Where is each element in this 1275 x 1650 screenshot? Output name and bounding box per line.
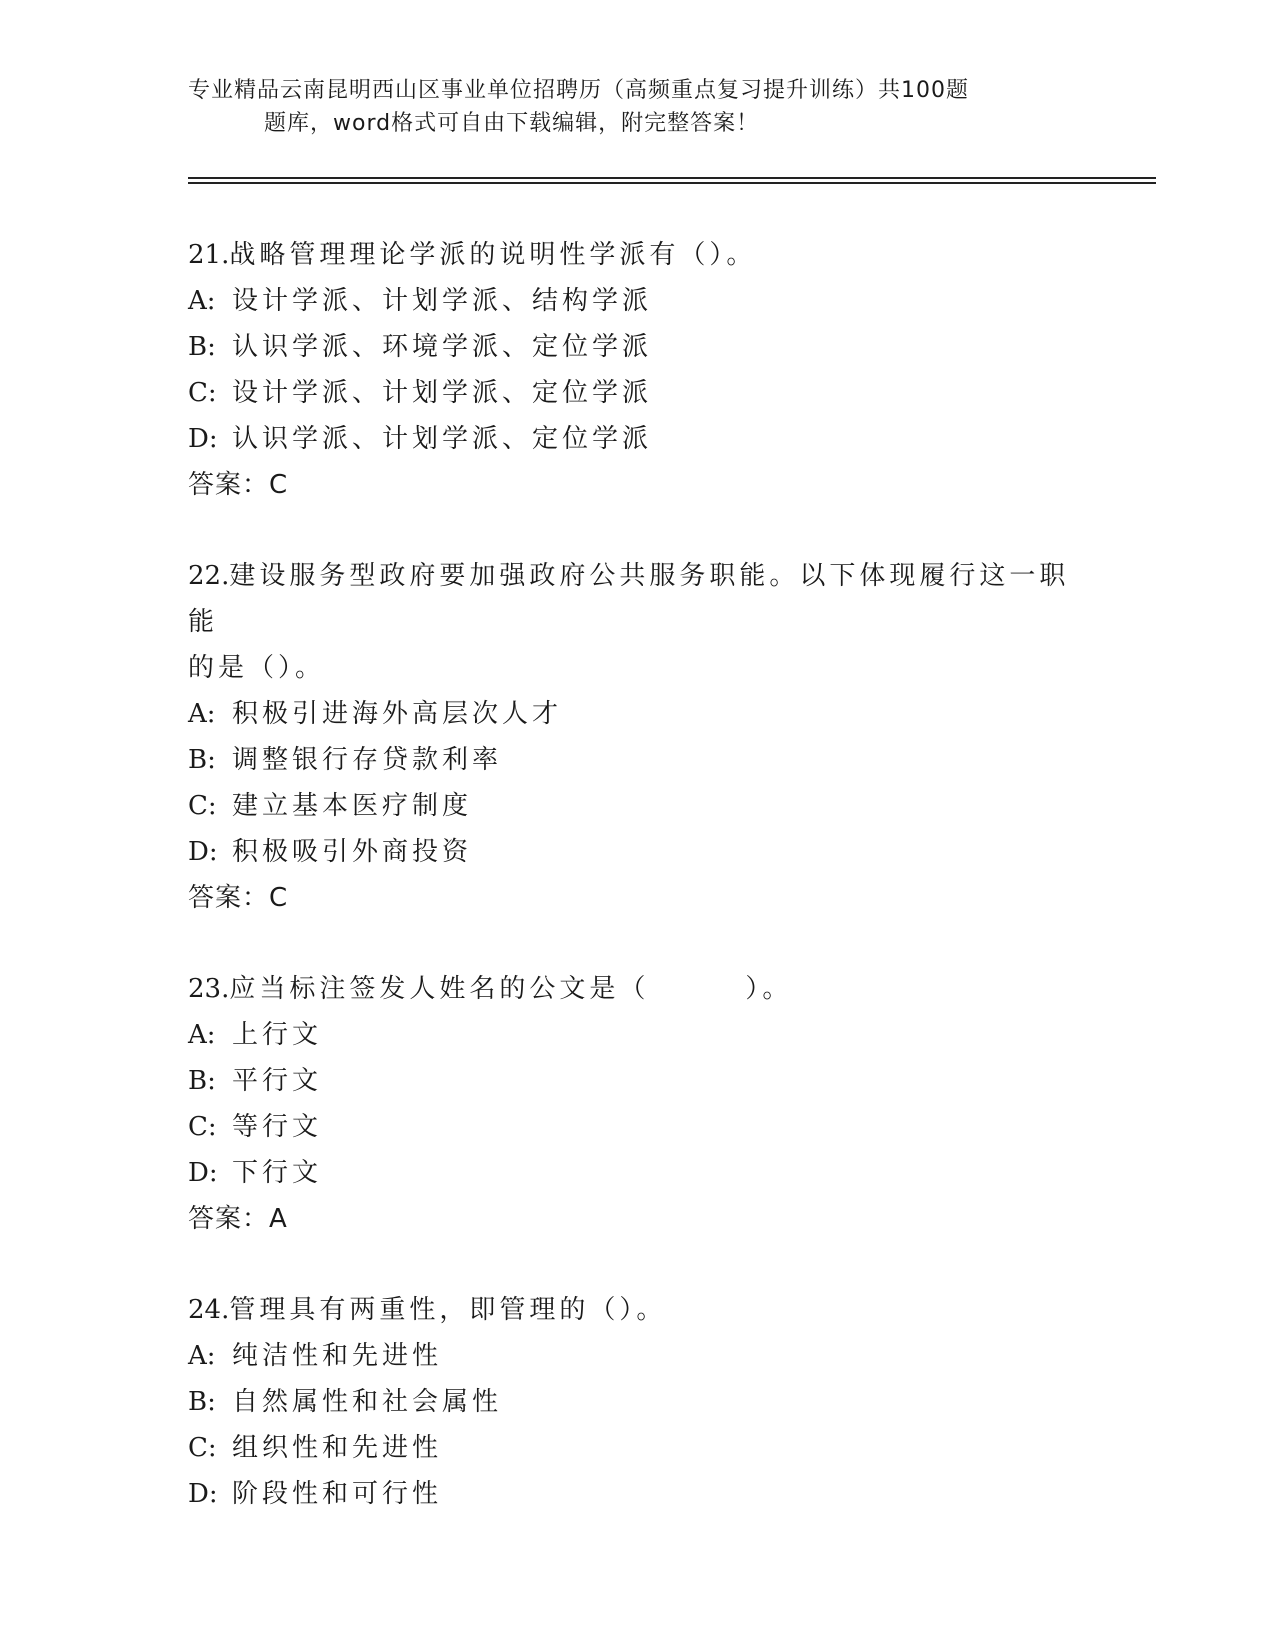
- option-text: 等行文: [232, 1112, 323, 1142]
- option-c: [188, 1425, 1088, 1471]
- option-text: 调整银行存贷款利率: [232, 745, 503, 775]
- option-text: 设计学派、计划学派、结构学派: [232, 286, 653, 316]
- question-text: 战略管理理论学派的说明性学派有（）。: [229, 240, 757, 270]
- option-c: [188, 1104, 1088, 1150]
- option-label: C:: [188, 378, 217, 408]
- option-d: [188, 1471, 1088, 1517]
- header-title-line-2: 题库，word格式可自由下载编辑，附完整答案！: [264, 111, 760, 136]
- question-text: 应当标注签发人姓名的公文是（: [229, 974, 650, 1004]
- option-label: B:: [188, 332, 216, 362]
- question-22: [188, 553, 1088, 921]
- option-text: 积极引进海外高层次人才: [232, 699, 563, 729]
- option-d: [188, 829, 1088, 875]
- option-label: C:: [188, 1433, 217, 1463]
- option-label: D:: [188, 1479, 218, 1509]
- option-text: 上行文: [232, 1020, 323, 1050]
- option-c: [188, 370, 1088, 416]
- option-label: A:: [188, 286, 216, 316]
- question-23: [188, 966, 1088, 1242]
- option-text: 下行文: [232, 1158, 323, 1188]
- option-a: [188, 1333, 1088, 1379]
- option-c: [188, 783, 1088, 829]
- question-number: 23.: [188, 974, 230, 1004]
- answer: 答案：C: [188, 883, 289, 913]
- question-list: [188, 232, 1088, 1517]
- option-label: A:: [188, 699, 216, 729]
- option-label: B:: [188, 1066, 216, 1096]
- header-rule-bottom: [188, 182, 1156, 184]
- option-text: 自然属性和社会属性: [232, 1387, 503, 1417]
- question-text-end: ）。: [745, 974, 793, 1004]
- option-label: B:: [188, 1387, 216, 1417]
- option-text: 平行文: [232, 1066, 323, 1096]
- question-stem: [188, 232, 1088, 278]
- question-number: 22.: [188, 561, 230, 591]
- answer: 答案：C: [188, 470, 289, 500]
- option-text: 设计学派、计划学派、定位学派: [232, 378, 653, 408]
- header-rule-top: [188, 177, 1156, 179]
- option-label: D:: [188, 1158, 218, 1188]
- option-d: [188, 416, 1088, 462]
- option-label: B:: [188, 745, 216, 775]
- question-text: 建设服务型政府要加强政府公共服务职能。以下体现履行这一职能: [188, 561, 1070, 637]
- option-text: 阶段性和可行性: [232, 1479, 443, 1509]
- option-label: C:: [188, 791, 217, 821]
- option-label: A:: [188, 1341, 216, 1371]
- option-label: C:: [188, 1112, 217, 1142]
- option-b: [188, 737, 1088, 783]
- question-number: 21.: [188, 240, 230, 270]
- option-b: [188, 324, 1088, 370]
- question-stem: [188, 553, 1088, 645]
- question-stem: [188, 1287, 1088, 1333]
- option-text: 认识学派、计划学派、定位学派: [232, 424, 653, 454]
- document-header: [188, 74, 1088, 140]
- question-stem-continued: 的是（）。: [188, 653, 326, 683]
- option-text: 认识学派、环境学派、定位学派: [232, 332, 653, 362]
- option-text: 组织性和先进性: [232, 1433, 443, 1463]
- question-24: [188, 1287, 1088, 1517]
- answer: 答案：A: [188, 1204, 288, 1234]
- option-text: 积极吸引外商投资: [232, 837, 473, 867]
- option-text: 纯洁性和先进性: [232, 1341, 443, 1371]
- option-a: [188, 691, 1088, 737]
- question-text: 管理具有两重性，即管理的（）。: [229, 1295, 667, 1325]
- question-number: 24.: [188, 1295, 230, 1325]
- question-stem: [188, 966, 1088, 1012]
- option-label: D:: [188, 837, 218, 867]
- question-21: [188, 232, 1088, 508]
- option-b: [188, 1379, 1088, 1425]
- option-a: [188, 1012, 1088, 1058]
- option-label: A:: [188, 1020, 216, 1050]
- option-b: [188, 1058, 1088, 1104]
- option-text: 建立基本医疗制度: [232, 791, 473, 821]
- option-d: [188, 1150, 1088, 1196]
- header-title-line-1: 专业精品云南昆明西山区事业单位招聘历（高频重点复习提升训练）共100题: [188, 78, 969, 103]
- option-a: [188, 278, 1088, 324]
- option-label: D:: [188, 424, 218, 454]
